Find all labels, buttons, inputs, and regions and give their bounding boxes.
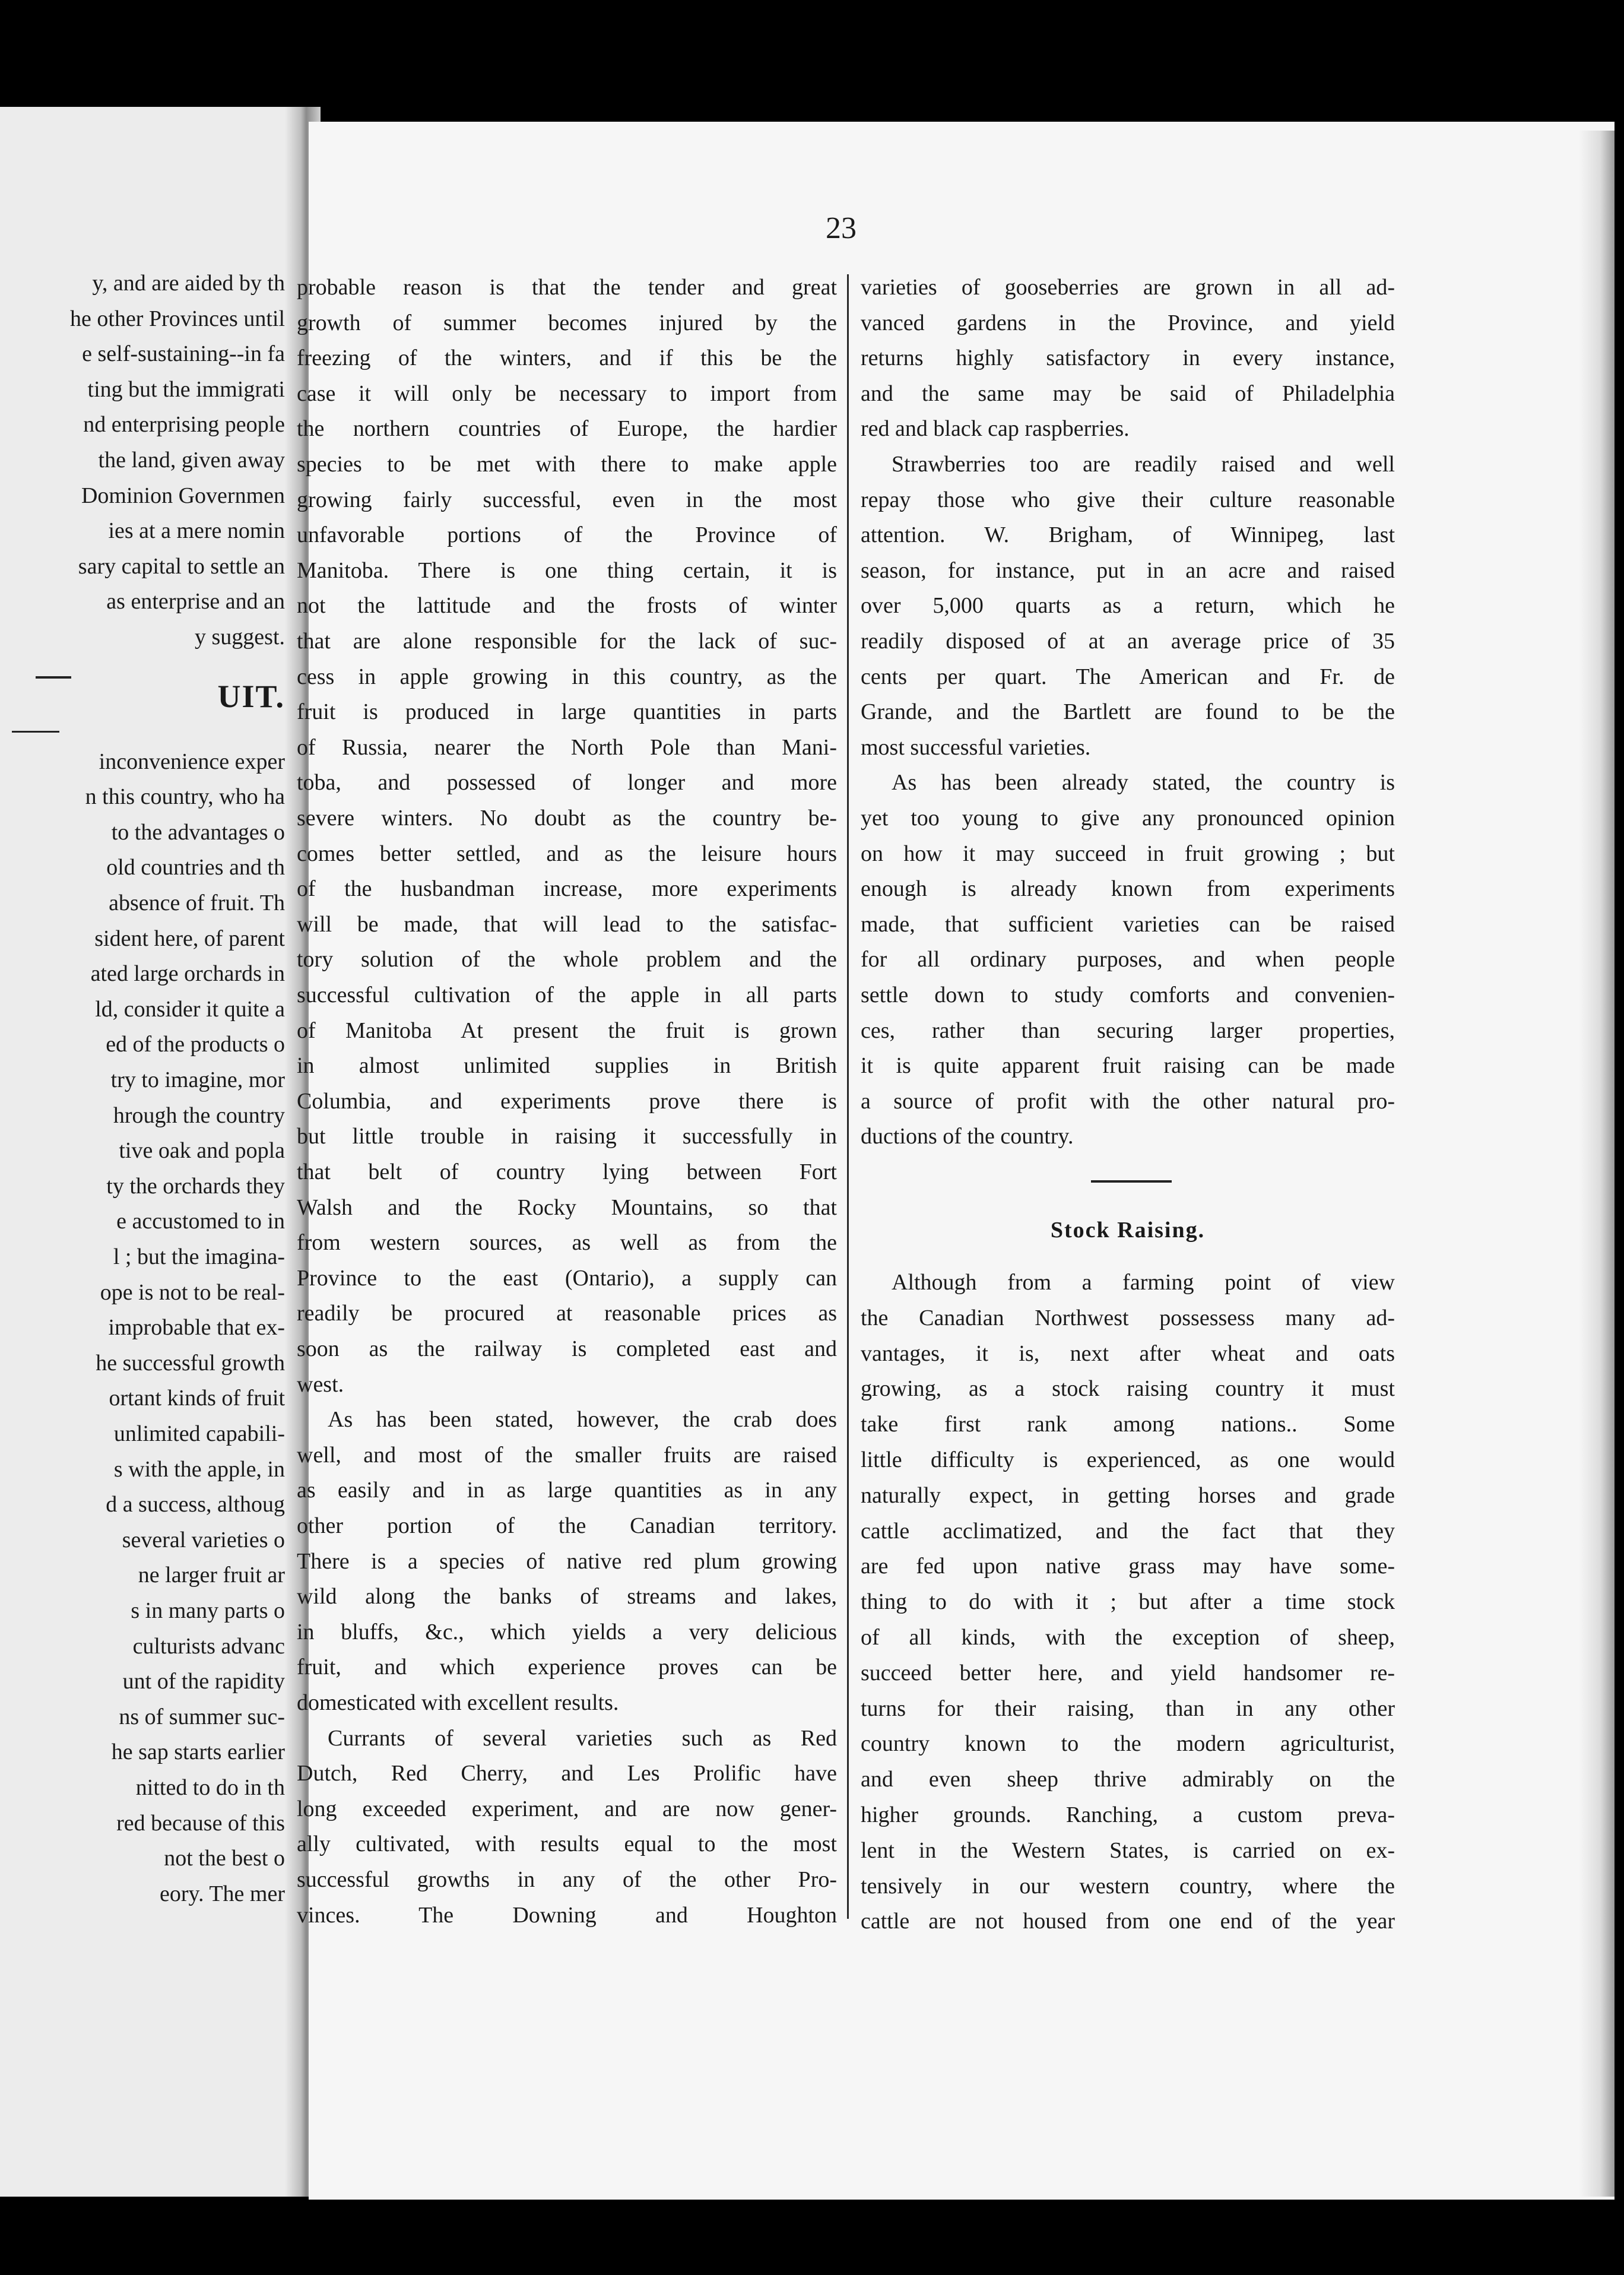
text-line: of the husbandman increase, more experiments xyxy=(297,876,837,902)
text-line: and the same may be said of Philadelphia xyxy=(861,381,1395,406)
text-line: soon as the railway is completed east and xyxy=(297,1336,837,1361)
section-rule xyxy=(1091,1180,1172,1183)
text-line: on how it may succeed in fruit growing ; but xyxy=(861,841,1395,866)
text-line: for all ordinary purposes, and when people xyxy=(861,947,1395,972)
left-page-line: d a success, althoug xyxy=(106,1492,285,1517)
text-line: succeed better here, and yield handsomer re- xyxy=(861,1660,1395,1685)
text-line: unfavorable portions of the Province of xyxy=(297,522,837,548)
text-line: west. xyxy=(297,1371,344,1397)
column-divider xyxy=(847,274,849,1919)
text-line: the northern countries of Europe, the hardier xyxy=(297,416,837,442)
text-line: varieties of gooseberries are grown in all ad- xyxy=(861,275,1395,300)
left-page-rule xyxy=(12,731,59,733)
left-page-line: unt of the rapidity xyxy=(122,1669,285,1694)
left-page-line: ting but the immigrati xyxy=(87,376,285,402)
left-page-line: ope is not to be real- xyxy=(100,1279,285,1305)
text-line: the Canadian Northwest possessess many ad- xyxy=(861,1305,1395,1330)
text-line: There is a species of native red plum growing xyxy=(297,1548,837,1574)
text-line: not the lattitude and the frosts of winter xyxy=(297,593,837,619)
left-page-line: n this country, who ha xyxy=(85,784,285,810)
left-page-line: nitted to do in th xyxy=(135,1775,285,1800)
section-title: Stock Raising. xyxy=(1050,1218,1206,1243)
left-page-text xyxy=(0,107,304,2197)
left-page-line: tive oak and popla xyxy=(119,1138,285,1164)
left-page-line: ed of the products o xyxy=(106,1032,285,1057)
text-line: made, that sufficient varieties can be raised xyxy=(861,911,1395,937)
text-line: ces, rather than securing larger properties, xyxy=(861,1018,1395,1043)
text-line: Grande, and the Bartlett are found to be the xyxy=(861,699,1395,725)
text-line: domesticated with excellent results. xyxy=(297,1690,619,1715)
left-page-line: the land, given away xyxy=(98,448,285,473)
text-line: long exceeded experiment, and are now gener- xyxy=(297,1796,837,1821)
left-page-line: sident here, of parent xyxy=(94,926,285,951)
text-line: cess in apple growing in this country, as the xyxy=(297,664,837,689)
text-line: red and black cap raspberries. xyxy=(861,416,1130,442)
text-line: Dutch, Red Cherry, and Les Prolific have xyxy=(297,1761,837,1786)
text-line: Walsh and the Rocky Mountains, so that xyxy=(297,1194,837,1220)
text-line: growing, as a stock raising country it must xyxy=(861,1376,1395,1402)
left-page-line: sary capital to settle an xyxy=(78,553,285,579)
text-line: wild along the banks of streams and lakes, xyxy=(297,1584,837,1609)
text-line: readily disposed of at an average price of 35 xyxy=(861,629,1395,654)
left-page-line: y suggest. xyxy=(195,625,285,649)
text-line: as easily and in as large quantities as in any xyxy=(297,1478,837,1503)
left-page-line: s with the apple, in xyxy=(113,1456,285,1482)
text-line: vantages, it is, next after wheat and oats xyxy=(861,1341,1395,1366)
left-page-line: unlimited capabili- xyxy=(113,1421,285,1446)
text-line: ally cultivated, with results equal to the most xyxy=(297,1832,837,1857)
text-line: most successful varieties. xyxy=(861,734,1091,760)
text-line: and even sheep thrive admirably on the xyxy=(861,1767,1395,1792)
left-page-line: he successful growth xyxy=(96,1350,285,1376)
left-page-line: l ; but the imagina- xyxy=(113,1244,285,1269)
text-line: repay those who give their culture reasonable xyxy=(861,487,1395,512)
left-page-line: e accustomed to in xyxy=(116,1209,285,1234)
left-page xyxy=(0,107,304,2197)
text-line: that belt of country lying between Fort xyxy=(297,1159,837,1184)
text-line: probable reason is that the tender and great xyxy=(297,275,837,300)
text-line: Currants of several varieties such as Red xyxy=(328,1725,837,1751)
text-line: species to be met with there to make apple xyxy=(297,452,837,477)
text-line: severe winters. No doubt as the country be- xyxy=(297,806,837,831)
text-line: freezing of the winters, and if this be the xyxy=(297,346,837,371)
text-line: are fed upon native grass may have some- xyxy=(861,1554,1395,1579)
text-line: will be made, that will lead to the satisfac- xyxy=(297,911,837,937)
left-page-line: ies at a mere nomin xyxy=(108,518,285,544)
text-line: successful cultivation of the apple in all parts xyxy=(297,983,837,1007)
text-line: in almost unlimited supplies in British xyxy=(297,1053,837,1079)
text-line: cents per quart. The American and Fr. de xyxy=(861,664,1395,689)
left-page-line: ns of summer suc- xyxy=(119,1704,285,1729)
text-line: of all kinds, with the exception of sheep, xyxy=(861,1625,1395,1650)
left-page-line: ne larger fruit ar xyxy=(138,1563,285,1588)
left-page-line: inconvenience exper xyxy=(99,749,285,774)
left-page-line: he other Provinces until xyxy=(70,306,285,331)
left-page-line: nd enterprising people xyxy=(83,412,285,438)
left-page-rule xyxy=(36,676,71,679)
left-page-line: s in many parts o xyxy=(131,1598,285,1623)
text-line: tory solution of the whole problem and the xyxy=(297,947,837,972)
text-line: fruit, and which experience proves can be xyxy=(297,1655,837,1680)
text-line: readily be procured at reasonable prices as xyxy=(297,1301,837,1326)
text-line: vinces. The Downing and Houghton xyxy=(297,1902,837,1928)
left-page-line: e self-sustaining--in fa xyxy=(82,341,285,367)
text-line: Province to the east (Ontario), a supply can xyxy=(297,1265,837,1291)
text-line: toba, and possessed of longer and more xyxy=(297,770,837,796)
text-line: yet too young to give any pronounced opinion xyxy=(861,806,1395,831)
text-line: over 5,000 quarts as a return, which he xyxy=(861,593,1395,619)
text-line: but little trouble in raising it successfully in xyxy=(297,1124,837,1149)
left-page-line: to the advantages o xyxy=(111,819,285,845)
left-page-line: as enterprise and an xyxy=(106,589,285,614)
text-line: successful growths in any of the other Pro- xyxy=(297,1867,837,1892)
text-line: in bluffs, &c., which yields a very delicious xyxy=(297,1619,837,1645)
text-line: higher grounds. Ranching, a custom preva- xyxy=(861,1802,1395,1827)
text-line: Strawberries too are readily raised and well xyxy=(892,452,1395,477)
left-page-line: absence of fruit. Th xyxy=(109,891,285,915)
text-line: case it will only be necessary to import from xyxy=(297,381,837,406)
text-line: ductions of the country. xyxy=(861,1124,1074,1149)
text-line: Manitoba. There is one thing certain, it is xyxy=(297,557,837,583)
left-page-line: improbable that ex- xyxy=(108,1315,285,1341)
left-page-line: UIT. xyxy=(217,683,285,709)
text-line: lent in the Western States, is carried on ex- xyxy=(861,1837,1395,1863)
text-line: turns for their raising, than in any other xyxy=(861,1696,1395,1721)
text-line: growth of summer becomes injured by the xyxy=(297,310,837,335)
left-page-line: several varieties o xyxy=(122,1527,285,1552)
text-line: As has been already stated, the country is xyxy=(892,770,1395,796)
left-page-line: Dominion Governmen xyxy=(81,483,285,508)
left-page-line: red because of this xyxy=(116,1810,285,1836)
text-line: tensively in our western country, where the xyxy=(861,1873,1395,1899)
text-line: Although from a farming point of view xyxy=(892,1270,1395,1295)
left-page-line: eory. The mer xyxy=(159,1881,285,1906)
left-page-line: culturists advanc xyxy=(132,1633,285,1659)
text-line: other portion of the Canadian territory. xyxy=(297,1513,837,1538)
text-line: that are alone responsible for the lack of suc- xyxy=(297,629,837,654)
left-page-line: y, and are aided by th xyxy=(92,271,285,296)
left-page-line: not the best o xyxy=(164,1846,285,1871)
text-line: vanced gardens in the Province, and yield xyxy=(861,310,1395,335)
text-line: country known to the modern agriculturist, xyxy=(861,1731,1395,1757)
left-page-line: hrough the country xyxy=(113,1102,285,1128)
text-line: fruit is produced in large quantities in parts xyxy=(297,699,837,725)
left-page-line: try to imagine, mor xyxy=(110,1067,285,1092)
left-page-line: ty the orchards they xyxy=(106,1173,285,1199)
text-line: from western sources, as well as from the xyxy=(297,1230,837,1256)
text-line: it is quite apparent fruit raising can be made xyxy=(861,1053,1395,1079)
text-line: comes better settled, and as the leisure hours xyxy=(297,841,837,866)
text-line: naturally expect, in getting horses and grade xyxy=(861,1482,1395,1508)
text-line: a source of profit with the other natural pro- xyxy=(861,1088,1395,1114)
text-line: cattle acclimatized, and the fact that they xyxy=(861,1518,1395,1544)
text-line: As has been stated, however, the crab does xyxy=(328,1407,837,1433)
text-line: of Manitoba At present the fruit is grown xyxy=(297,1018,837,1043)
page-edge xyxy=(1579,131,1615,2197)
text-line: of Russia, nearer the North Pole than Mani- xyxy=(297,734,837,760)
text-line: cattle are not housed from one end of the year xyxy=(861,1909,1395,1934)
text-line: take first rank among nations.. Some xyxy=(861,1412,1395,1437)
text-line: well, and most of the smaller fruits are raised xyxy=(297,1442,837,1468)
text-line: season, for instance, put in an acre and raised xyxy=(861,557,1395,583)
text-line: growing fairly successful, even in the most xyxy=(297,487,837,512)
text-line: enough is already known from experiments xyxy=(861,876,1395,902)
page-number: 23 xyxy=(826,211,857,245)
left-page-line: he sap starts earlier xyxy=(111,1739,285,1765)
left-page-line: ated large orchards in xyxy=(90,961,285,987)
text-line: attention. W. Brigham, of Winnipeg, last xyxy=(861,522,1395,548)
text-line: Columbia, and experiments prove there is xyxy=(297,1088,837,1114)
text-line: little difficulty is experienced, as one would xyxy=(861,1447,1395,1472)
left-page-line: ortant kinds of fruit xyxy=(109,1386,285,1411)
text-line: returns highly satisfactory in every instance, xyxy=(861,346,1395,371)
left-page-line: ld, consider it quite a xyxy=(95,996,285,1022)
left-page-line: old countries and th xyxy=(106,855,285,880)
text-line: settle down to study comforts and convenien- xyxy=(861,983,1395,1007)
text-line: thing to do with it ; but after a time stock xyxy=(861,1589,1395,1615)
